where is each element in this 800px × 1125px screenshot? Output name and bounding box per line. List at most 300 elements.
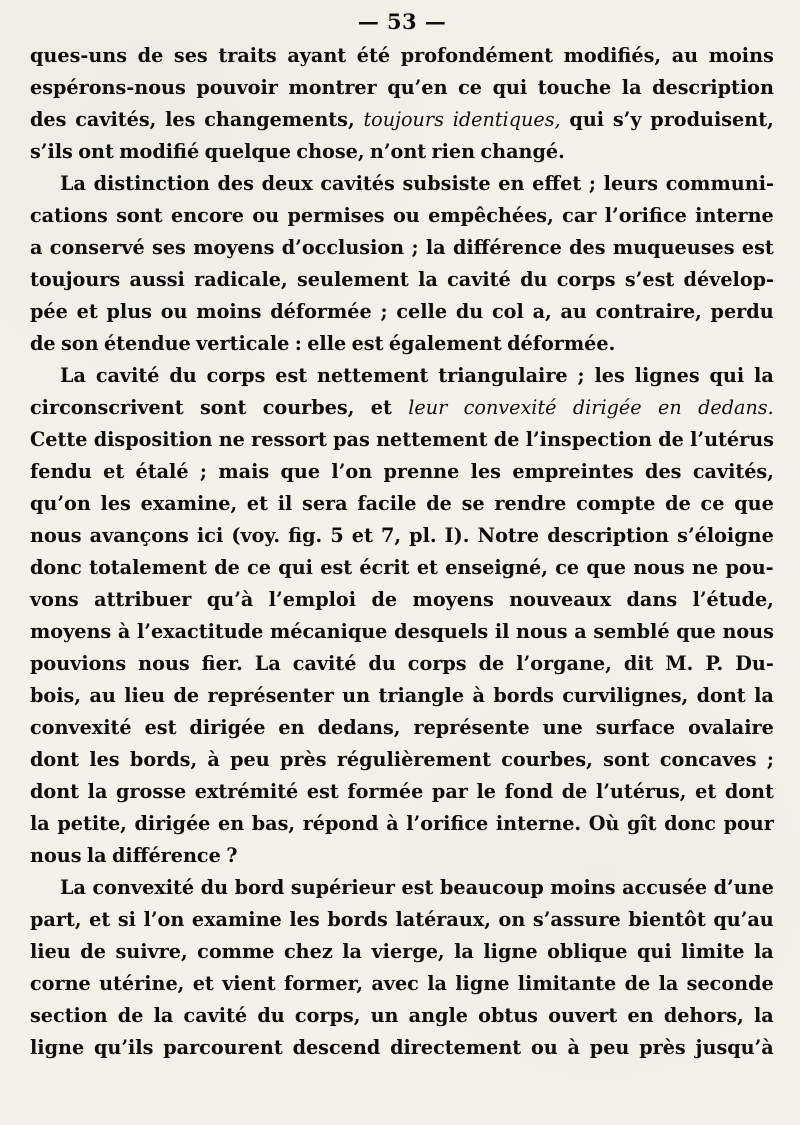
text-segment: l’organe, [516, 652, 612, 675]
word-space [453, 392, 458, 424]
word-space [133, 488, 138, 520]
word-space [690, 680, 695, 712]
text-segment: La [60, 364, 86, 387]
text-segment: et [246, 492, 268, 515]
text-line [30, 520, 774, 552]
word-space [630, 936, 635, 968]
word-space [499, 584, 504, 616]
text-segment: près [639, 1036, 686, 1059]
word-space [187, 232, 192, 264]
text-line [30, 360, 774, 392]
text-segment: les [289, 908, 320, 931]
text-segment: ce [247, 556, 272, 579]
word-space [353, 552, 358, 584]
word-space [255, 168, 260, 200]
text-segment: ligne [30, 1036, 85, 1059]
word-space [421, 200, 426, 232]
text-segment: espérons-nous [30, 76, 186, 99]
text-segment: et [89, 908, 111, 931]
word-space [632, 1032, 637, 1064]
word-space [489, 808, 494, 840]
text-segment: de [665, 492, 691, 515]
word-space [350, 488, 355, 520]
text-segment: compte [576, 492, 656, 515]
word-space [68, 104, 73, 136]
text-segment: de [30, 332, 56, 355]
word-space [405, 232, 410, 264]
text-segment: l’utérus, [595, 780, 687, 803]
text-segment: moyens [412, 588, 494, 611]
word-space [540, 1000, 545, 1032]
word-space [562, 104, 567, 136]
text-segment: du [257, 1004, 285, 1027]
word-space [702, 360, 707, 392]
text-segment: triangulaire [438, 364, 568, 387]
word-space [158, 104, 163, 136]
text-segment: cavité [183, 1004, 248, 1027]
word-space [321, 904, 326, 936]
text-segment: est [306, 780, 339, 803]
text-segment: l’orifice [604, 204, 687, 227]
text-segment: qui [636, 940, 672, 963]
text-segment: l’on [143, 908, 185, 931]
text-segment: communi- [665, 172, 774, 195]
text-line [30, 968, 774, 1000]
text-line [30, 168, 774, 200]
word-space [746, 360, 751, 392]
text-segment: s’éloigne [677, 524, 774, 547]
text-segment: que [734, 492, 774, 515]
word-space [470, 776, 475, 808]
text-segment: du [455, 300, 484, 323]
text-segment: de [426, 492, 452, 515]
word-space [718, 776, 723, 808]
text-segment: moins [708, 44, 774, 67]
text-segment: de [173, 684, 200, 707]
text-segment: latéraux, [395, 908, 491, 931]
text-segment: dedans, [317, 716, 401, 739]
word-space [688, 200, 693, 232]
text-segment: verticale [196, 332, 290, 355]
word-space [420, 968, 425, 1000]
text-segment: M. [665, 652, 694, 675]
word-space [192, 456, 197, 488]
word-space [258, 584, 263, 616]
text-segment: bientôt [628, 908, 706, 931]
word-space [688, 1032, 693, 1064]
text-segment: parcourent [163, 1036, 283, 1059]
text-segment: angle [408, 1004, 468, 1027]
text-segment: il [494, 620, 510, 643]
text-segment: description [547, 524, 670, 547]
text-segment: a, [532, 300, 552, 323]
text-segment: est [351, 332, 384, 355]
text-segment: jusqu’à [695, 1036, 774, 1059]
text-segment: des [645, 460, 682, 483]
text-segment: dehors, [663, 1004, 744, 1027]
text-segment: en [217, 812, 245, 835]
text-segment: à [207, 748, 220, 771]
italic-text-segment: dedans. [698, 396, 774, 419]
text-segment: dont [30, 780, 80, 803]
text-line [30, 72, 774, 104]
text-segment: nettement [317, 364, 429, 387]
word-space [372, 680, 377, 712]
word-space [747, 680, 752, 712]
text-segment: Du- [735, 652, 774, 675]
word-space [284, 648, 289, 680]
word-space [245, 200, 250, 232]
text-segment: I). [444, 524, 470, 547]
word-space [736, 232, 741, 264]
text-segment: la [86, 844, 107, 867]
word-space [644, 72, 649, 104]
text-segment: sont [199, 396, 247, 419]
text-segment: ou [160, 300, 188, 323]
text-segment: cations [30, 204, 108, 227]
text-segment: fond [504, 780, 554, 803]
text-segment: se [461, 492, 485, 515]
word-space [708, 872, 713, 904]
text-line [30, 584, 774, 616]
word-space [684, 424, 689, 456]
word-space [659, 168, 664, 200]
word-space [425, 776, 430, 808]
text-segment: sont [603, 748, 650, 771]
word-space [201, 680, 206, 712]
italic-text-segment: convexité [463, 396, 557, 419]
word-space [587, 360, 592, 392]
word-space [275, 232, 280, 264]
text-segment: radicale, [194, 268, 288, 291]
text-segment: ce [555, 556, 580, 579]
text-segment: 7, [381, 524, 402, 547]
word-space [279, 40, 284, 72]
text-segment: de [658, 428, 684, 451]
word-space [656, 1000, 661, 1032]
word-space [727, 648, 732, 680]
text-segment: Où [588, 812, 620, 835]
word-space [680, 968, 685, 1000]
word-space [446, 104, 451, 136]
text-segment: car [562, 204, 597, 227]
word-space [643, 104, 648, 136]
word-space [598, 200, 603, 232]
text-segment: corne [30, 972, 91, 995]
word-space [81, 744, 86, 776]
text-segment: à [472, 684, 485, 707]
word-space [595, 744, 600, 776]
text-segment: de [478, 652, 505, 675]
text-segment: qu’au [713, 908, 774, 931]
text-segment: ou [252, 204, 280, 227]
text-segment: fendu [30, 460, 92, 483]
word-space [112, 616, 117, 648]
word-space [627, 552, 632, 584]
word-space [283, 904, 288, 936]
text-segment: cavités, [692, 460, 774, 483]
word-space [87, 872, 92, 904]
text-segment: La [254, 652, 281, 675]
text-segment: comme [197, 940, 275, 963]
word-space [615, 648, 620, 680]
word-space [587, 616, 592, 648]
word-space [498, 776, 503, 808]
text-segment: et [103, 460, 125, 483]
word-space [759, 744, 764, 776]
word-space [349, 40, 354, 72]
text-segment: et [351, 524, 373, 547]
word-space [340, 776, 345, 808]
word-space [570, 360, 575, 392]
word-space [86, 1032, 91, 1064]
text-segment: rien [431, 140, 476, 163]
word-space [323, 456, 328, 488]
word-space [156, 1032, 161, 1064]
word-space [329, 744, 334, 776]
text-segment: pouvoir [196, 76, 278, 99]
text-segment: ayant [287, 44, 347, 67]
text-segment: beaucoup [439, 876, 544, 899]
word-space [402, 520, 407, 552]
word-space [277, 936, 282, 968]
text-segment: 5 [330, 524, 344, 547]
text-segment: oblique [547, 940, 628, 963]
text-segment: distinction [93, 172, 210, 195]
word-space [324, 520, 329, 552]
word-space [438, 520, 443, 552]
word-space [693, 488, 698, 520]
text-segment: et [370, 396, 392, 419]
word-space [616, 872, 621, 904]
text-segment: mais [218, 460, 270, 483]
text-segment: en [498, 172, 525, 195]
text-segment: ovalaire [688, 716, 774, 739]
word-space [540, 936, 545, 968]
word-space [419, 488, 424, 520]
text-segment: ici [196, 524, 224, 547]
word-space [670, 616, 675, 648]
text-segment: triangle [378, 684, 465, 707]
text-segment: changements, [204, 108, 355, 131]
word-space [110, 1000, 115, 1032]
text-segment: qui [492, 76, 528, 99]
word-space [454, 488, 459, 520]
word-space [360, 392, 365, 424]
text-segment: de [371, 588, 398, 611]
text-line [30, 104, 774, 136]
text-segment: dans [626, 588, 678, 611]
word-space [533, 712, 538, 744]
text-line [30, 904, 774, 936]
word-space [83, 904, 88, 936]
word-space [447, 936, 452, 968]
text-segment: au [89, 684, 116, 707]
text-segment: que [676, 620, 716, 643]
text-segment: avec [371, 972, 419, 995]
text-segment: de [561, 780, 588, 803]
word-space [263, 296, 268, 328]
text-segment: lignes [634, 364, 700, 387]
word-space [568, 616, 573, 648]
word-space [618, 968, 623, 1000]
text-segment: bords, [129, 748, 198, 771]
word-space [555, 776, 560, 808]
text-segment: ou [392, 204, 420, 227]
text-segment: effet [532, 172, 582, 195]
text-segment: qu’ils [93, 1036, 154, 1059]
text-segment: l’étude, [692, 588, 774, 611]
text-segment: vierge, [371, 940, 445, 963]
text-segment: modifiés, [563, 44, 662, 67]
text-segment: pas [333, 428, 370, 451]
text-segment: du [169, 364, 197, 387]
word-space [582, 1032, 587, 1064]
text-segment: dont [724, 780, 774, 803]
word-space [308, 712, 313, 744]
text-segment: ; [380, 300, 388, 323]
text-segment: la [427, 972, 447, 995]
text-segment: conservé [49, 236, 145, 259]
text-segment: bords [327, 908, 388, 931]
word-space [364, 936, 369, 968]
word-space [99, 296, 104, 328]
word-space [335, 680, 340, 712]
text-segment: avançons [89, 524, 189, 547]
text-segment: vons [30, 588, 79, 611]
word-space [510, 616, 515, 648]
word-space [492, 168, 497, 200]
word-space [109, 200, 114, 232]
text-segment: courbes, [501, 748, 593, 771]
word-space [127, 456, 132, 488]
word-space [746, 1000, 751, 1032]
word-space [450, 72, 455, 104]
italic-text-segment: dirigée [572, 396, 642, 419]
text-segment: ou [530, 1036, 558, 1059]
word-space [360, 648, 365, 680]
text-segment: obtus [478, 1004, 538, 1027]
text-segment: moyens [30, 620, 112, 643]
text-segment: donc [30, 556, 82, 579]
word-space [401, 1000, 406, 1032]
text-segment: nouveaux [509, 588, 612, 611]
text-segment: attribuer [94, 588, 192, 611]
text-segment: et [416, 556, 438, 579]
word-space [679, 712, 684, 744]
text-segment: dont [696, 684, 746, 707]
word-space [197, 104, 202, 136]
word-space [652, 744, 657, 776]
word-space [73, 936, 78, 968]
word-space [189, 392, 194, 424]
word-space [130, 40, 135, 72]
word-space [84, 584, 89, 616]
word-space [622, 904, 627, 936]
word-space [190, 520, 195, 552]
text-segment: la [425, 236, 446, 259]
word-space [225, 520, 230, 552]
word-space [449, 296, 454, 328]
word-space [747, 936, 752, 968]
text-segment: corps [206, 364, 266, 387]
word-space [210, 456, 215, 488]
text-segment: son [61, 332, 99, 355]
text-segment: déformée [270, 300, 372, 323]
italic-text-segment: toujours [363, 108, 444, 131]
text-segment: petite, [57, 812, 127, 835]
text-segment: dirigée [189, 716, 266, 739]
word-space [553, 296, 558, 328]
text-segment: limitante [517, 972, 617, 995]
word-space [250, 1000, 255, 1032]
word-space [166, 40, 171, 72]
word-space [616, 584, 621, 616]
word-space [399, 648, 404, 680]
word-space [719, 552, 724, 584]
text-segment: et [76, 300, 98, 323]
text-segment: extrémité [194, 780, 299, 803]
word-space [687, 392, 692, 424]
text-segment: l’emploi [268, 588, 357, 611]
word-space [375, 456, 380, 488]
word-space [88, 360, 93, 392]
text-segment: ligne [483, 940, 538, 963]
word-space [189, 296, 194, 328]
word-space [462, 456, 467, 488]
text-segment: disposition [93, 428, 213, 451]
word-space [188, 776, 193, 808]
text-segment: ce [458, 76, 482, 99]
text-segment: au [560, 300, 587, 323]
text-line [30, 776, 774, 808]
word-space [129, 648, 134, 680]
word-space [727, 488, 732, 520]
word-space [549, 264, 554, 296]
word-space [314, 552, 319, 584]
text-segment: corps [407, 652, 467, 675]
word-space [111, 904, 116, 936]
text-segment: des [569, 236, 606, 259]
text-segment: moins [550, 876, 616, 899]
word-space [540, 520, 545, 552]
text-segment: vient [222, 972, 276, 995]
text-segment: de [214, 556, 240, 579]
word-space [186, 968, 191, 1000]
word-space [448, 968, 453, 1000]
text-segment: du [368, 652, 396, 675]
text-segment: près [280, 748, 327, 771]
text-segment: mécanique [269, 620, 388, 643]
italic-text-segment: en [658, 396, 682, 419]
word-space [486, 680, 491, 712]
word-space [411, 264, 416, 296]
word-space [195, 872, 200, 904]
word-space [135, 712, 140, 744]
word-space [300, 776, 305, 808]
word-space [447, 232, 452, 264]
text-segment: nous [633, 556, 685, 579]
text-segment: différence [112, 844, 221, 867]
text-segment: les [470, 460, 501, 483]
word-space [200, 744, 205, 776]
text-segment: subsiste [402, 172, 491, 195]
word-space [388, 616, 393, 648]
word-space [614, 72, 619, 104]
text-segment: la [153, 1004, 174, 1027]
text-segment: empreintes [512, 460, 634, 483]
text-segment: ; [766, 748, 774, 771]
